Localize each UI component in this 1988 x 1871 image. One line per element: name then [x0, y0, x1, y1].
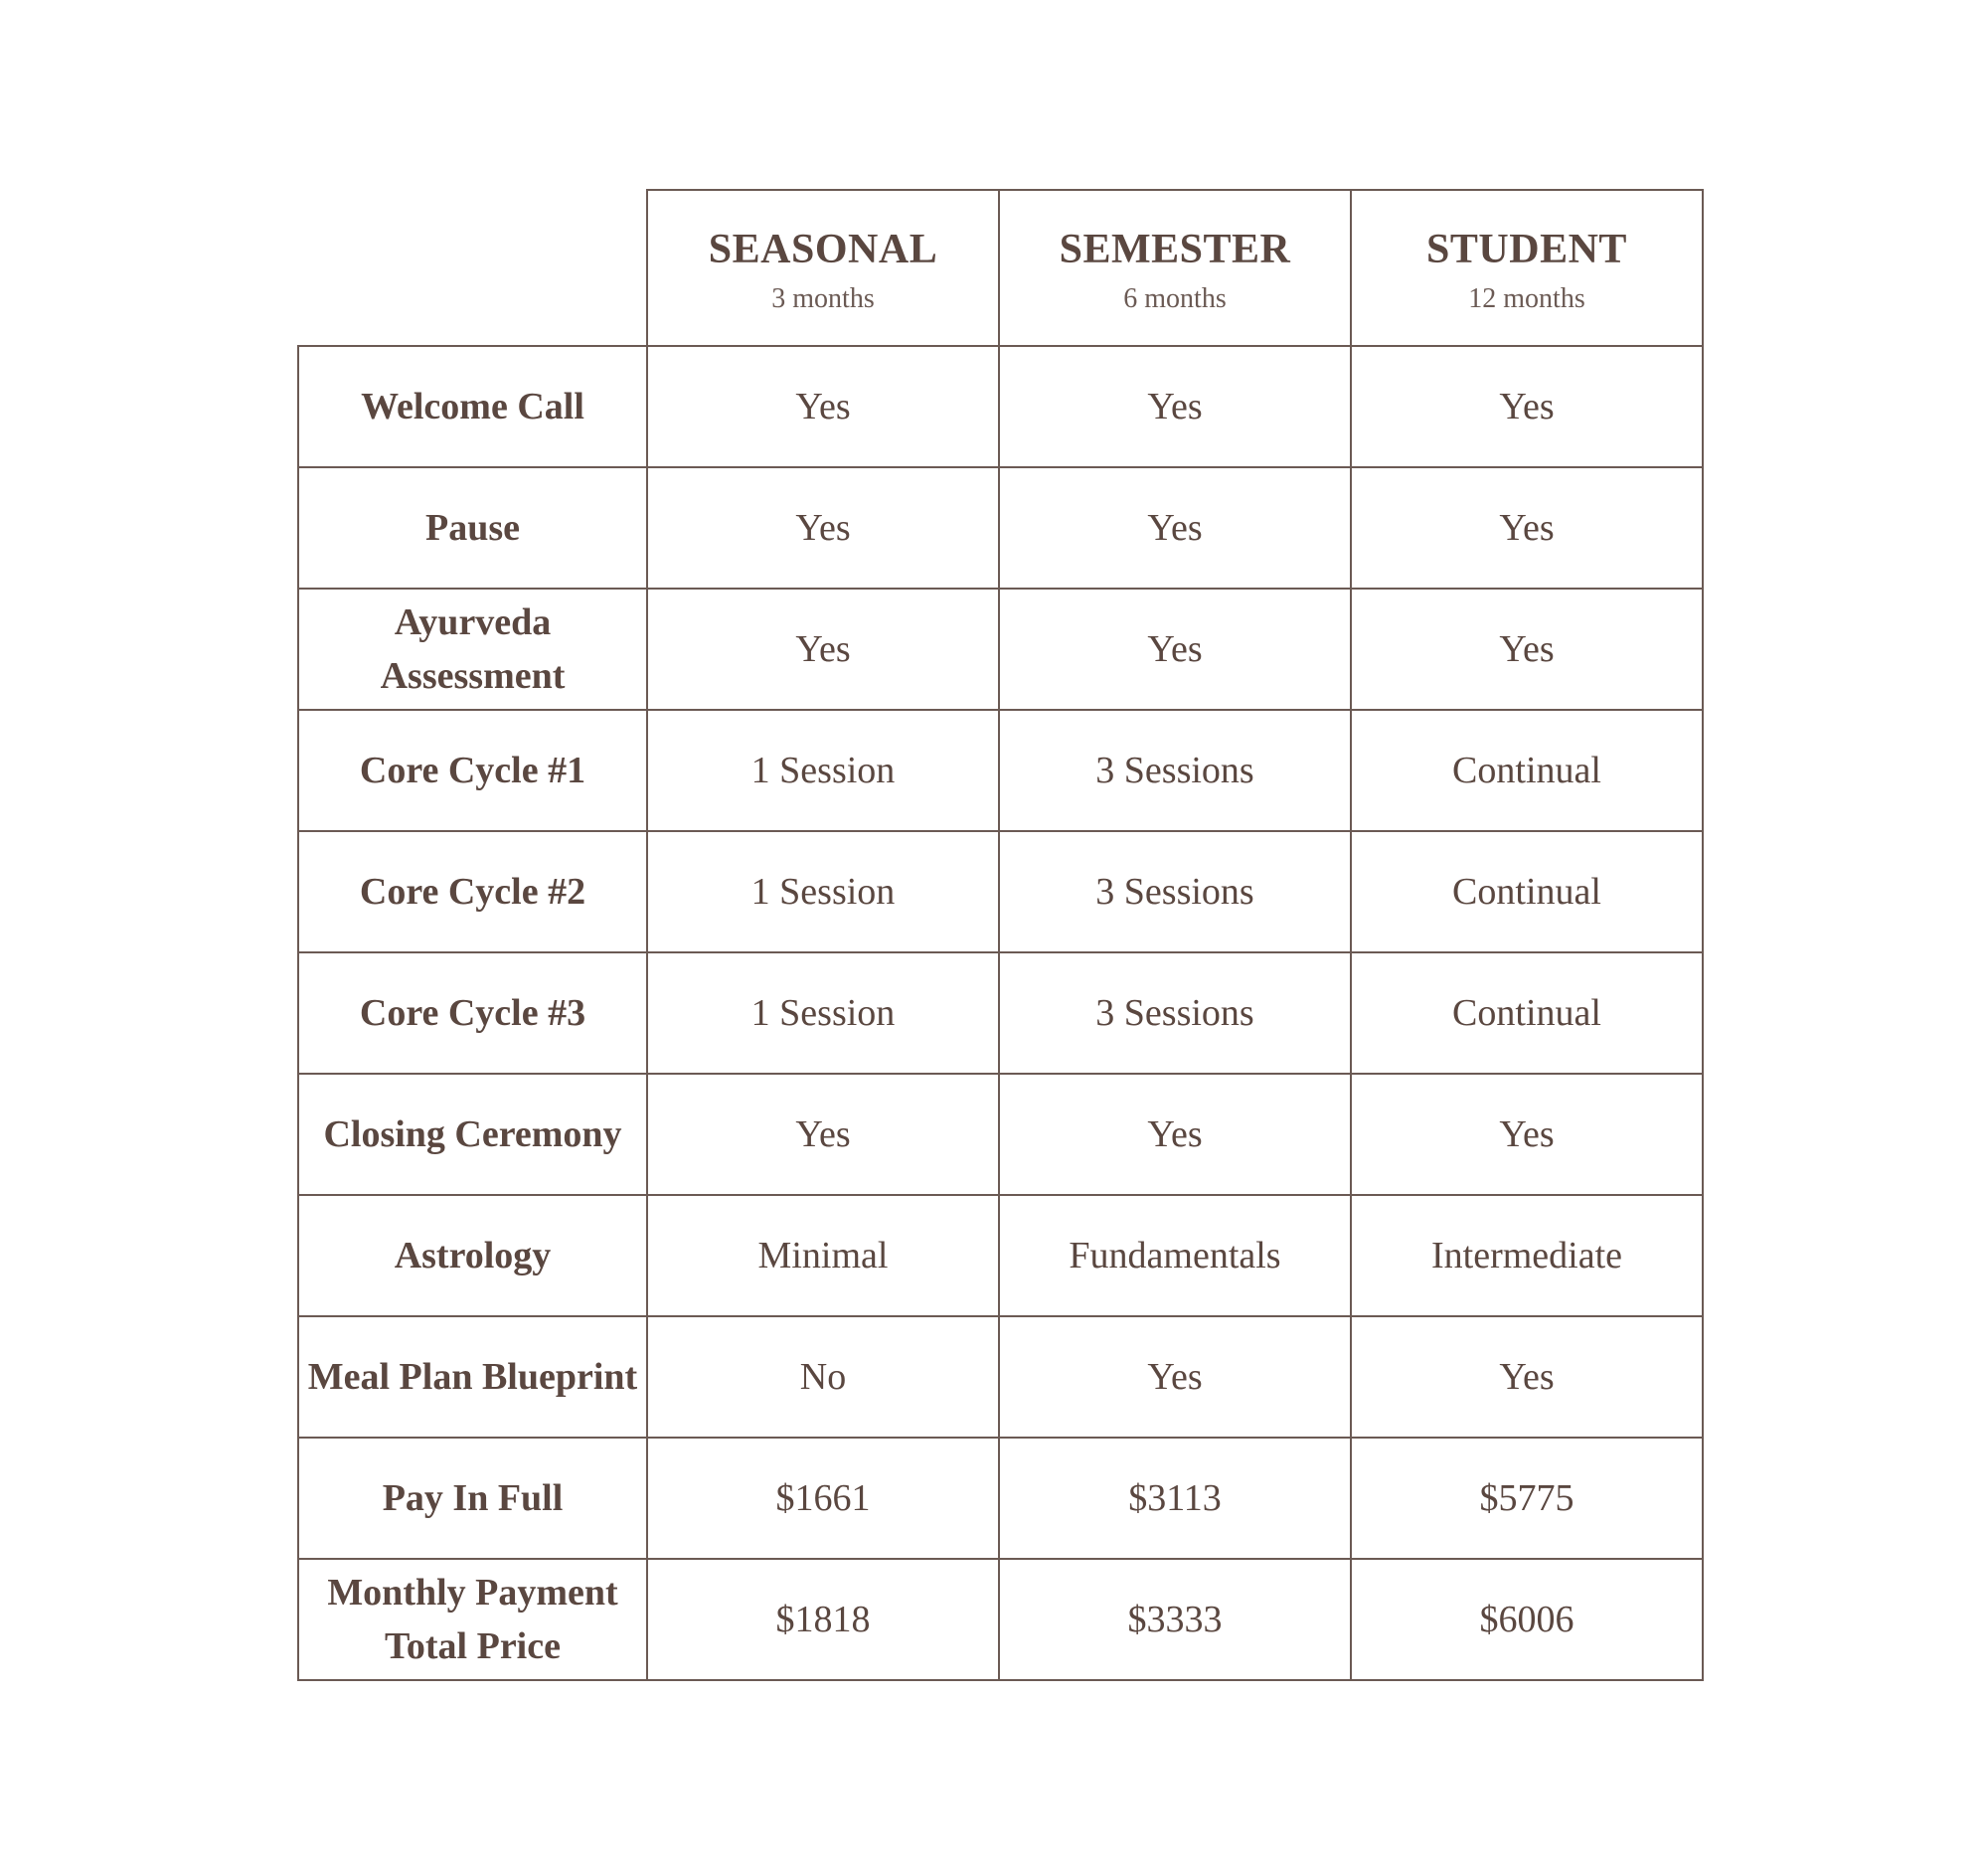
plan-duration: 6 months — [1123, 282, 1227, 314]
table-cell: Fundamentals — [999, 1195, 1351, 1316]
table-cell: Yes — [647, 467, 999, 589]
table-row — [298, 952, 1703, 1074]
table-cell: Continual — [1351, 952, 1703, 1074]
table-cell: $1661 — [647, 1438, 999, 1559]
table-cell: Yes — [647, 346, 999, 467]
table-cell: $3333 — [999, 1559, 1351, 1680]
feature-label: Ayurveda Assessment — [298, 589, 647, 710]
table-cell: $1818 — [647, 1559, 999, 1680]
table-cell: Yes — [999, 1074, 1351, 1195]
table-cell: Continual — [1351, 831, 1703, 952]
table-cell: $6006 — [1351, 1559, 1703, 1680]
table-row — [298, 710, 1703, 831]
feature-label: Pay In Full — [298, 1438, 647, 1559]
table-cell: Yes — [999, 467, 1351, 589]
table-cell: $5775 — [1351, 1438, 1703, 1559]
plan-duration: 12 months — [1468, 282, 1585, 314]
table-row — [298, 1074, 1703, 1195]
table-row — [298, 467, 1703, 589]
table-cell: 1 Session — [647, 710, 999, 831]
table-cell: Yes — [1351, 1074, 1703, 1195]
table-row — [298, 1559, 1703, 1680]
table-cell: 3 Sessions — [999, 710, 1351, 831]
table-row — [298, 831, 1703, 952]
table-cell: $3113 — [999, 1438, 1351, 1559]
table-row — [298, 1316, 1703, 1438]
table-cell: 3 Sessions — [999, 952, 1351, 1074]
table-cell: Yes — [999, 589, 1351, 710]
table-cell: Yes — [1351, 1316, 1703, 1438]
feature-label: Core Cycle #2 — [298, 831, 647, 952]
plan-header-semester — [999, 190, 1351, 346]
table-cell: Yes — [647, 589, 999, 710]
table-cell: Yes — [1351, 589, 1703, 710]
table-cell: Continual — [1351, 710, 1703, 831]
plan-header-student — [1351, 190, 1703, 346]
pricing-comparison-table — [297, 189, 1704, 1681]
header-corner-cell — [298, 190, 647, 346]
feature-label: Core Cycle #1 — [298, 710, 647, 831]
table-cell: Yes — [1351, 467, 1703, 589]
table-cell: 1 Session — [647, 831, 999, 952]
table-cell: Yes — [647, 1074, 999, 1195]
feature-label: Astrology — [298, 1195, 647, 1316]
plan-header-row — [298, 190, 1703, 346]
table-cell: No — [647, 1316, 999, 1438]
table-cell: Yes — [1351, 346, 1703, 467]
plan-header-seasonal — [647, 190, 999, 346]
table-row — [298, 1195, 1703, 1316]
feature-label: Core Cycle #3 — [298, 952, 647, 1074]
feature-label: Closing Ceremony — [298, 1074, 647, 1195]
plan-name: SEASONAL — [708, 226, 938, 272]
feature-label: Welcome Call — [298, 346, 647, 467]
plan-duration: 3 months — [771, 282, 875, 314]
table-cell: 1 Session — [647, 952, 999, 1074]
table-cell: Intermediate — [1351, 1195, 1703, 1316]
table-cell: 3 Sessions — [999, 831, 1351, 952]
table-cell: Yes — [999, 346, 1351, 467]
table-row — [298, 346, 1703, 467]
feature-label: Pause — [298, 467, 647, 589]
table-row — [298, 1438, 1703, 1559]
table-cell: Yes — [999, 1316, 1351, 1438]
feature-label: Monthly Payment Total Price — [298, 1559, 647, 1680]
table-cell: Minimal — [647, 1195, 999, 1316]
plan-name: SEMESTER — [1059, 226, 1291, 272]
plan-name: STUDENT — [1426, 226, 1627, 272]
table-row — [298, 589, 1703, 710]
feature-label: Meal Plan Blueprint — [298, 1316, 647, 1438]
